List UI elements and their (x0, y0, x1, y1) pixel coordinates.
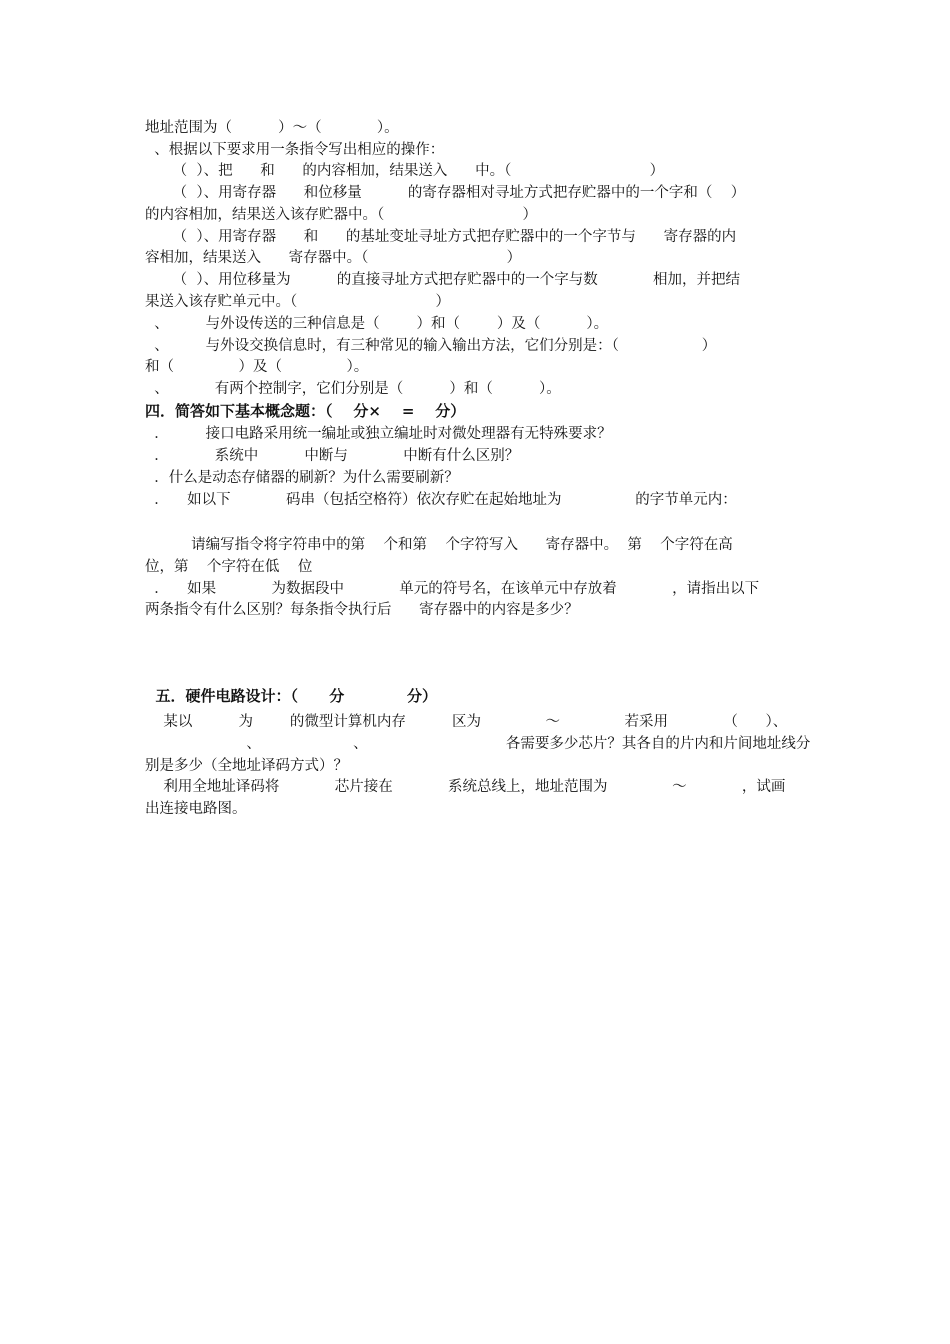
text-line: 容相加，结果送入 寄存器中。（ ） (145, 250, 522, 266)
text-line: 请编写指令将字符串中的第 个和第 个字符写入 寄存器中。 第 个字符在高 (145, 537, 733, 553)
text-line: 某以 为 的微型计算机内存 区为 ～ 若采用 （ ）、 (145, 714, 788, 730)
text-line: （ ）、用寄存器 和位移量 的寄存器相对寻址方式把存贮器中的一个字和（ ） (145, 185, 746, 201)
text-line: 地址范围为（ ）～（ ）。 (145, 120, 399, 136)
text-line: ．什么是动态存储器的刷新？为什么需要刷新？ (145, 470, 459, 486)
text-line: 利用全地址译码将 芯片接在 系统总线上，地址范围为 ～ ，试画 (145, 779, 786, 795)
text-line: 果送入该存贮单元中。（ ） (145, 294, 451, 310)
text-line: 、 与外设传送的三种信息是（ ）和（ ）及（ ）。 (145, 316, 609, 332)
section-four-heading: 四．简答如下基本概念题：（ 分× = 分） (145, 402, 466, 420)
text-line: 和（ ）及（ ）。 (145, 359, 369, 375)
text-line: 、 、 各需要多少芯片？其各自的片内和片间地址线分 (145, 736, 811, 752)
text-line: 、根据以下要求用一条指令写出相应的操作： (145, 142, 445, 158)
text-line: ． 接口电路采用统一编址或独立编址时对微处理器有无特殊要求？ (145, 426, 612, 442)
text-line: ． 如以下 码串（包括空格符）依次存贮在起始地址为 的字节单元内： (145, 492, 737, 508)
text-line: 、 与外设交换信息时，有三种常见的输入输出方法，它们分别是：（ ） (145, 338, 717, 354)
text-line: （ ）、用位移量为 的直接寻址方式把存贮器中的一个字与数 相加，并把结 (145, 272, 741, 288)
text-line: 别是多少（全地址译码方式）？ (145, 758, 348, 774)
text-line: 、 有两个控制字，它们分别是（ ）和（ ）。 (145, 381, 561, 397)
text-line: （ ）、用寄存器 和 的基址变址寻址方式把存贮器中的一个字节与 寄存器的内 (145, 229, 737, 245)
text-line: ． 系统中 中断与 中断有什么区别？ (145, 448, 520, 464)
text-line: 两条指令有什么区别？每条指令执行后 寄存器中的内容是多少？ (145, 602, 579, 618)
text-line: 位，第 个字符在低 位 (145, 559, 313, 575)
text-line: 的内容相加，结果送入该存贮器中。（ ） (145, 207, 538, 223)
section-five-heading: 五．硬件电路设计：（ 分 分） (145, 687, 437, 705)
text-line: ． 如果 为数据段中 单元的符号名，在该单元中存放着 ，请指出以下 (145, 581, 760, 597)
text-line: 出连接电路图。 (145, 801, 247, 817)
text-line: （ ）、把 和 的内容相加，结果送入 中。（ ） (145, 163, 665, 179)
